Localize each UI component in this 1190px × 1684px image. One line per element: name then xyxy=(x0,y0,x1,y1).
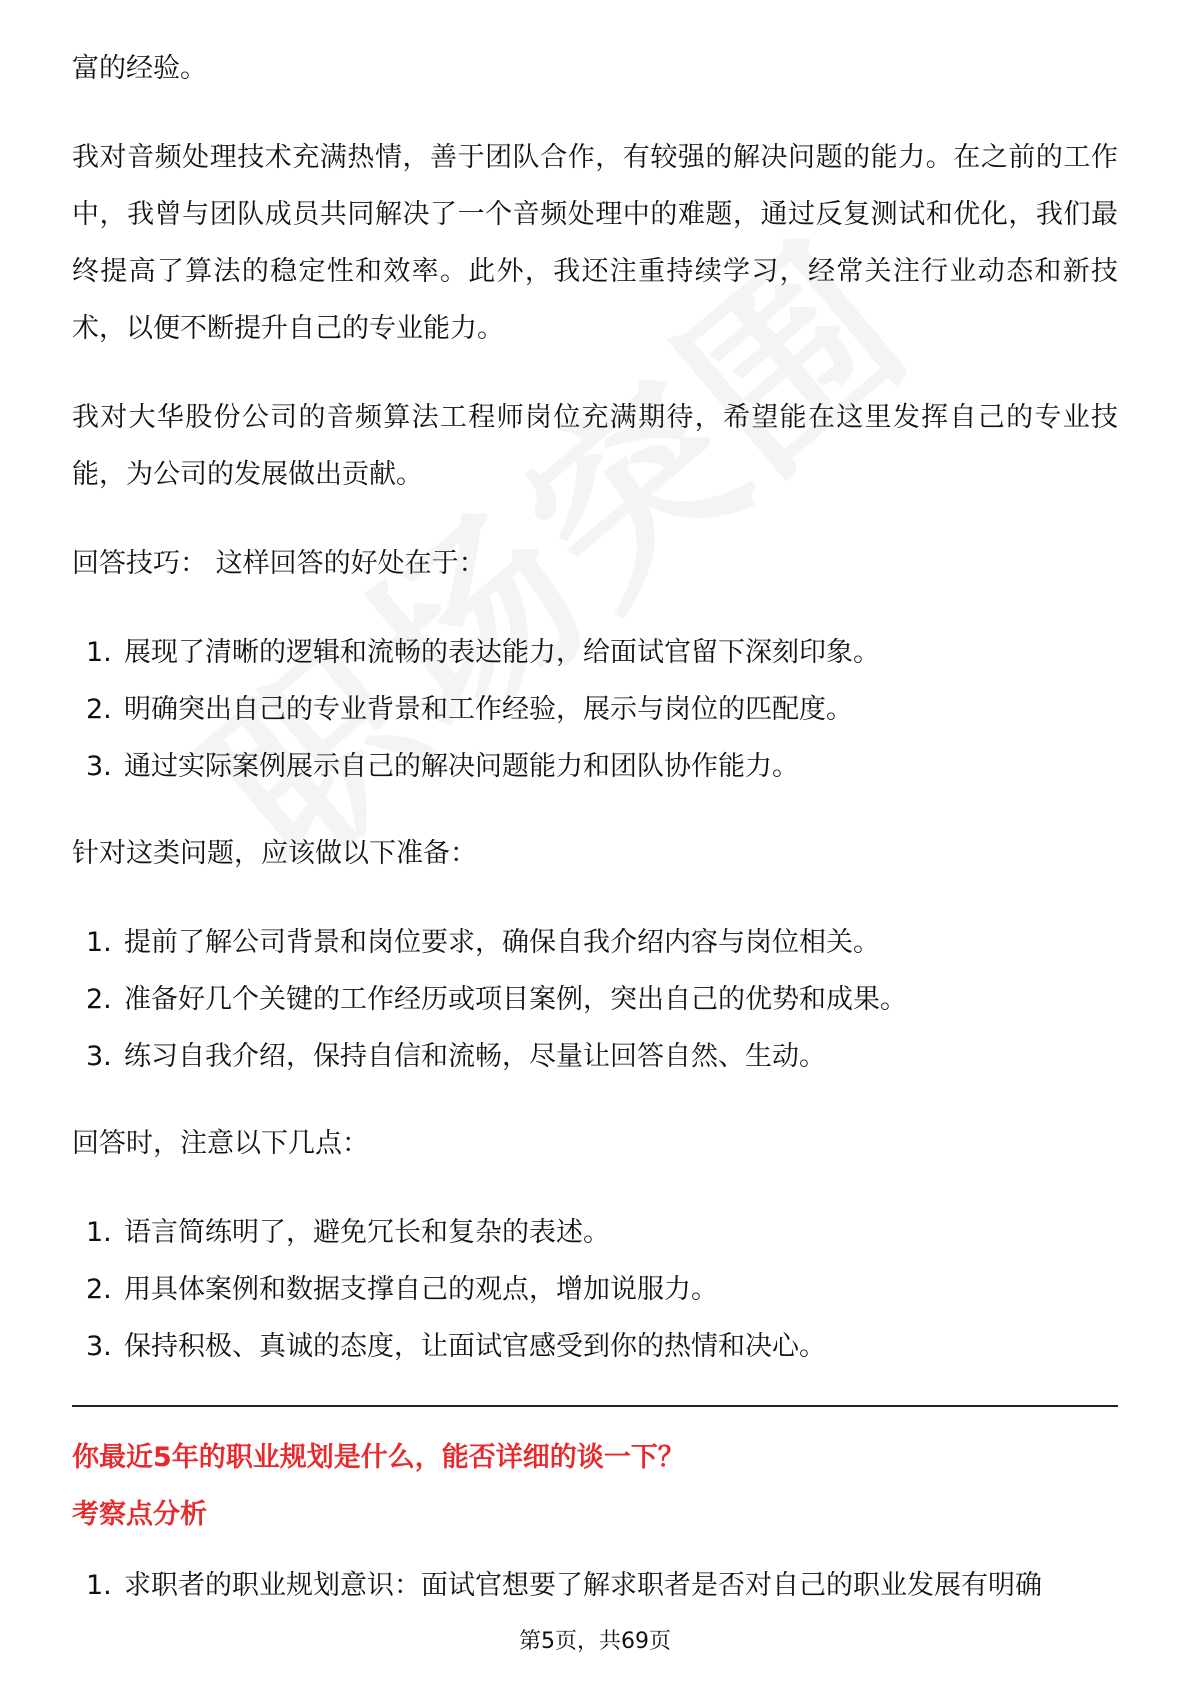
list-number: 2. xyxy=(86,1274,112,1305)
paragraph: 我对音频处理技术充满热情，善于团队合作，有较强的解决问题的能力。在之前的工作中，我曾与团队成员共同解决了一个音频处理中的难题，通过反复测试和优化，我们最终提高了算法的稳定性和效率。此外，我还注重持续学习，经常关注行业动态和新技术，以便不断提升自己的专业能力。 xyxy=(72,142,1118,344)
list-text: 提前了解公司背景和岗位要求，确保自我介绍内容与岗位相关。 xyxy=(124,927,880,958)
list-number: 2. xyxy=(86,984,112,1015)
analysis-heading: 考察点分析 xyxy=(72,1499,207,1530)
paragraph: 富的经验。 xyxy=(72,53,207,84)
list-item xyxy=(72,971,1118,1028)
list-item xyxy=(72,681,1118,738)
notes-heading: 回答时，注意以下几点： xyxy=(72,1128,369,1159)
tips-list xyxy=(72,624,1118,795)
list-number: 1. xyxy=(86,637,112,668)
question-title: 你最近5年的职业规划是什么，能否详细的谈一下？ xyxy=(72,1442,685,1473)
page-content xyxy=(72,40,1118,1644)
list-number: 3. xyxy=(86,1331,112,1362)
list-text: 用具体案例和数据支撑自己的观点，增加说服力。 xyxy=(124,1274,718,1305)
list-text: 练习自我介绍，保持自信和流畅，尽量让回答自然、生动。 xyxy=(124,1041,826,1072)
page-footer: 第5页，共69页 xyxy=(519,1629,671,1654)
list-item xyxy=(72,1557,1118,1614)
prep-list xyxy=(72,914,1118,1085)
list-text: 通过实际案例展示自己的解决问题能力和团队协作能力。 xyxy=(124,751,799,782)
notes-list xyxy=(72,1204,1118,1375)
list-item xyxy=(72,738,1118,795)
list-text: 求职者的职业规划意识：面试官想要了解求职者是否对自己的职业发展有明确 xyxy=(124,1570,1042,1601)
list-text: 明确突出自己的专业背景和工作经验，展示与岗位的匹配度。 xyxy=(124,694,853,725)
list-item xyxy=(72,1318,1118,1375)
list-text: 语言简练明了，避免冗长和复杂的表述。 xyxy=(124,1217,610,1248)
analysis-list xyxy=(72,1557,1118,1614)
list-number: 2. xyxy=(86,694,112,725)
list-item xyxy=(72,624,1118,681)
list-item xyxy=(72,1204,1118,1261)
section-divider xyxy=(72,1405,1118,1407)
list-number: 1. xyxy=(86,1217,112,1248)
list-text: 保持积极、真诚的态度，让面试官感受到你的热情和决心。 xyxy=(124,1331,826,1362)
list-number: 3. xyxy=(86,1041,112,1072)
list-number: 1. xyxy=(86,927,112,958)
list-text: 准备好几个关键的工作经历或项目案例，突出自己的优势和成果。 xyxy=(124,984,907,1015)
list-number: 3. xyxy=(86,751,112,782)
prep-heading: 针对这类问题，应该做以下准备： xyxy=(72,838,477,869)
list-text: 展现了清晰的逻辑和流畅的表达能力，给面试官留下深刻印象。 xyxy=(124,637,880,668)
list-item xyxy=(72,1028,1118,1085)
list-item xyxy=(72,914,1118,971)
tips-heading: 回答技巧： 这样回答的好处在于： xyxy=(72,548,486,579)
paragraph: 我对大华股份公司的音频算法工程师岗位充满期待，希望能在这里发挥自己的专业技能，为公司的发展做出贡献。 xyxy=(72,402,1118,490)
list-number: 1. xyxy=(86,1570,112,1601)
list-item xyxy=(72,1261,1118,1318)
